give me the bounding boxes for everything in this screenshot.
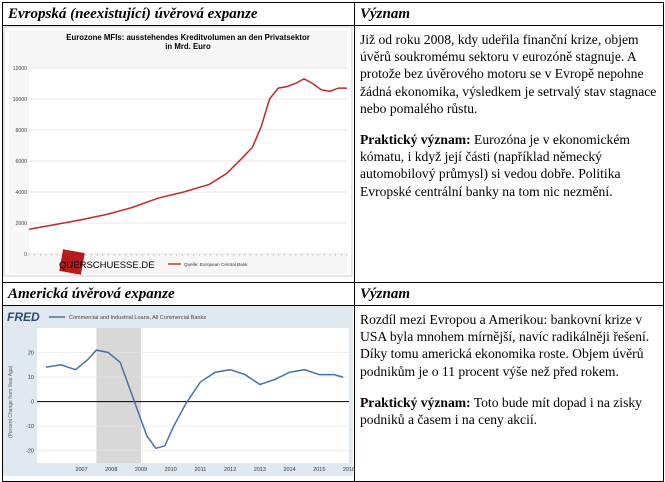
us-chart-cell [3, 306, 355, 482]
eurozone-credit-chart [3, 26, 353, 277]
section1-header-right: Význam [355, 3, 664, 26]
y-tick-label: 20 [27, 350, 34, 357]
x-tick-label: 2011 [194, 467, 207, 473]
logo-text: QUERSCHUESSE.DE [59, 260, 155, 271]
recession-shading [96, 328, 141, 463]
y-tick-label: 4000 [15, 190, 27, 196]
section1-paragraph-1: Již od roku 2008, kdy udeřila finanční krize, objem úvěrů soukromému sektoru v eurozóně stagnuje. A protože bez úvěrového motoru se v Evropě nepohne žádná ekonomika, výsledkem je setrvalý stav stagnace nebo pomalého růstu. [360, 32, 657, 116]
y-tick-label: 6000 [15, 159, 27, 165]
document-table [2, 2, 664, 482]
y-tick-label: 10 [27, 375, 34, 382]
y-tick-label: -20 [26, 448, 34, 455]
section2-paragraph-2-text: Toto bude mít dopad i na zisky podniků a časem i na ceny akcií. [360, 394, 642, 428]
section1-text-cell [355, 26, 664, 283]
y-tick-label: 8000 [15, 128, 27, 134]
y-tick-label: 10000 [12, 97, 27, 103]
x-tick-label: 2015 [313, 467, 326, 473]
x-tick-label: 2014 [283, 467, 296, 473]
section2-paragraph-1: Rozdíl mezi Evropou a Amerikou: bankovní krize v USA byla mnohem mírnější, navíc radikálněji řešení. Díky tomu americká ekonomika roste. Objem úvěrů podnikům je o 11 procent výše než před rokem. [360, 312, 650, 379]
us-chart-ylabel: (Percent Change from Year Ago) [8, 365, 14, 438]
section2-label-practical: Praktický význam: [360, 394, 471, 410]
section2-header-right: Význam [355, 283, 664, 306]
eurozone-chart-cell [3, 26, 355, 283]
x-tick-label: 2007 [75, 467, 88, 473]
x-tick-label: 2016 [342, 467, 356, 473]
plot-area [37, 328, 349, 463]
source-text: Quelle: European Central Bank [184, 262, 248, 267]
x-tick-label: 2009 [134, 467, 148, 473]
x-tick-label: 2013 [253, 467, 266, 473]
y-tick-label: 12000 [12, 66, 27, 72]
us-loans-chart [3, 306, 356, 476]
section2-paragraph-2 [360, 394, 657, 428]
section1-paragraph-2-text: Eurozóna je v ekonomickém kómatu, i když její části (například německý automobilový průmysl) si vedou dobře. Politika Evropské centrální banky na tom nic nezmění. [360, 132, 630, 199]
eurozone-chart-title: Eurozone MFIs: ausstehendes Kreditvolumen an den Privatsektor in Mrd. Euro [66, 33, 310, 51]
x-tick-label: 2008 [105, 467, 118, 473]
us-chart-legend: Commercial and Industrial Loans, All Commercial Banks [69, 315, 206, 321]
section2-header-left: Americká úvěrová expanze [3, 283, 355, 306]
fred-logo: FRED [7, 310, 40, 324]
section1-paragraph-2 [360, 131, 657, 200]
y-tick-label: 0 [24, 252, 27, 258]
section1-label-practical: Praktický význam: [360, 132, 471, 148]
section2-text-cell [355, 306, 664, 482]
y-tick-label: -10 [26, 424, 34, 431]
x-tick-label: 2010 [164, 467, 177, 473]
y-tick-label: 0 [30, 399, 34, 406]
x-tick-label: 2012 [224, 467, 237, 473]
y-tick-label: 2000 [15, 221, 27, 227]
section1-header-left: Evropská (neexistující) úvěrová expanze [3, 3, 355, 26]
